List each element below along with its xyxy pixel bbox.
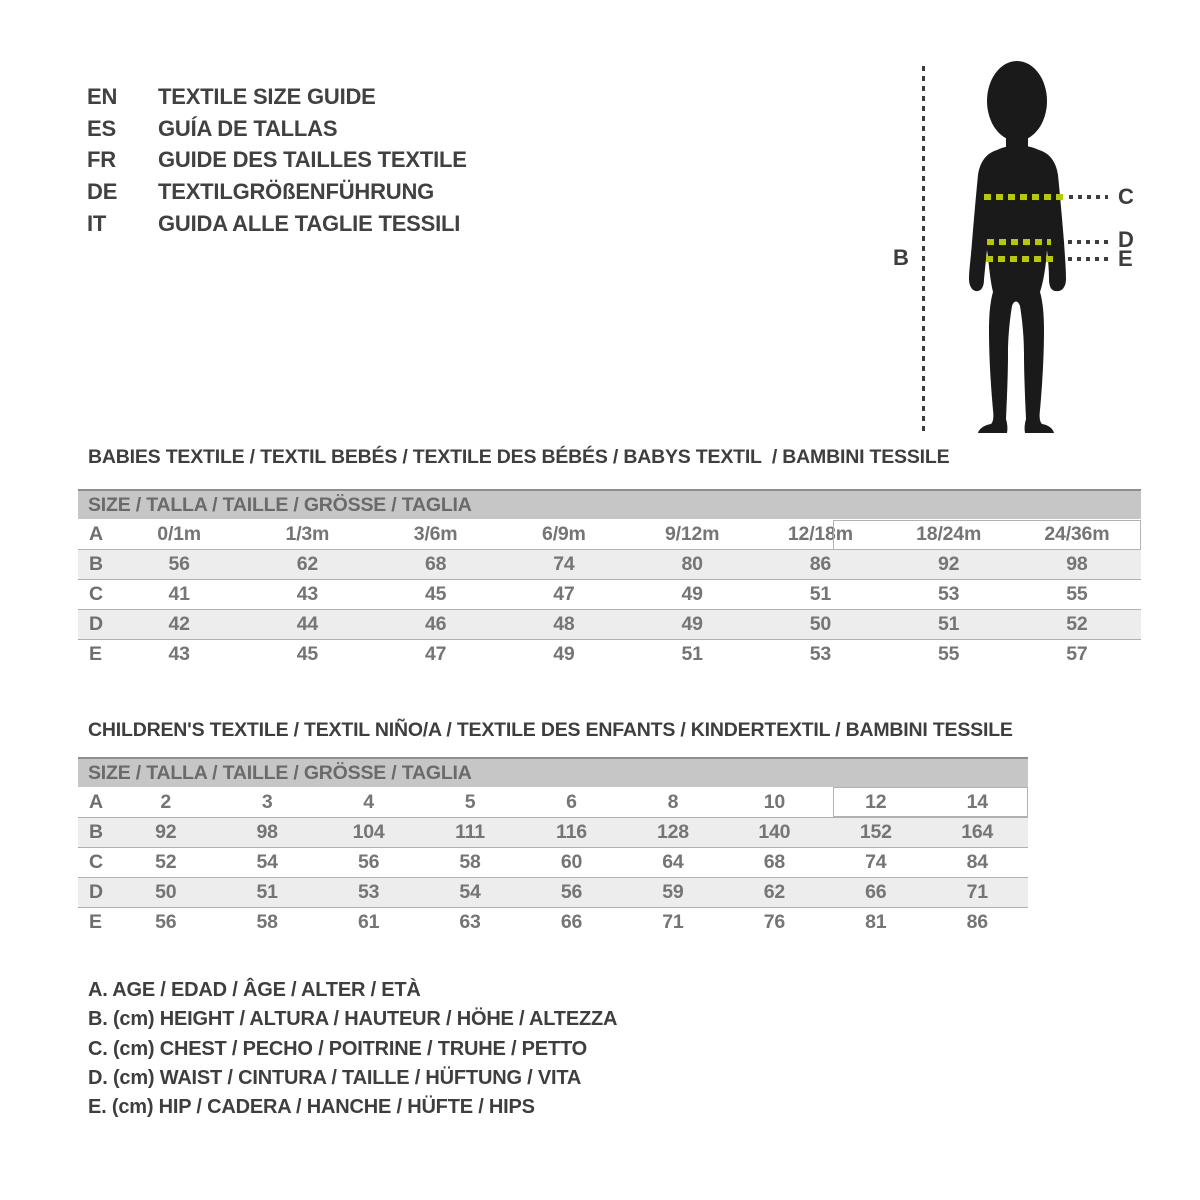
table-cell: 53 xyxy=(937,583,960,605)
table-row-c xyxy=(78,847,1028,877)
table-cell: 50 xyxy=(155,881,177,903)
hip-measure-dash-accent xyxy=(986,256,1053,262)
table-cell: 49 xyxy=(553,643,575,665)
table-cell: 44 xyxy=(296,613,319,635)
table-cell: 59 xyxy=(662,881,684,903)
chest-measure-dash-extension xyxy=(1069,195,1108,199)
table-row-e xyxy=(78,907,1028,937)
table-cell: 57 xyxy=(1066,643,1088,665)
row-label: E xyxy=(89,911,102,933)
table-cell: 51 xyxy=(937,613,960,635)
children-section-heading: CHILDREN'S TEXTILE / TEXTIL NIÑO/A / TEXTILE DES ENFANTS / KINDERTEXTIL / BAMBINI TESSILE xyxy=(88,719,1013,741)
table-cell: 68 xyxy=(424,553,447,575)
babies-highlight-box xyxy=(833,520,1141,550)
table-cell: 74 xyxy=(865,851,887,873)
waist-measure-dash-accent xyxy=(987,239,1051,245)
table-cell: 43 xyxy=(168,643,190,665)
hip-measure-dash-extension xyxy=(1068,257,1108,261)
legend-item: A. AGE / EDAD / ÂGE / ALTER / ETÀ xyxy=(88,979,421,1001)
table-cell: 71 xyxy=(662,911,684,933)
language-code: EN xyxy=(87,84,118,109)
language-code: ES xyxy=(87,115,116,141)
row-label: D xyxy=(89,613,103,635)
size-header-band: SIZE / TALLA / TAILLE / GRÖSSE / TAGLIA xyxy=(78,757,1028,787)
table-cell: 6 xyxy=(566,791,577,813)
table-cell: 74 xyxy=(553,553,575,575)
table-cell: 52 xyxy=(1066,613,1088,635)
table-cell: 14 xyxy=(966,791,988,813)
table-cell: 47 xyxy=(424,643,447,665)
row-label: B xyxy=(89,821,103,843)
table-cell: 45 xyxy=(424,583,447,605)
chest-label: C xyxy=(1118,184,1134,209)
language-row xyxy=(87,144,467,176)
table-cell: 6/9m xyxy=(542,523,586,545)
table-cell: 140 xyxy=(758,821,791,843)
waist-measure-dash-extension xyxy=(1068,240,1108,244)
table-cell: 80 xyxy=(681,553,703,575)
table-cell: 128 xyxy=(656,821,689,843)
table-cell: 98 xyxy=(256,821,278,843)
table-cell: 3 xyxy=(261,791,273,813)
legend-item: D. (cm) WAIST / CINTURA / TAILLE / HÜFTUNG / VITA xyxy=(88,1066,582,1089)
table-cell: 66 xyxy=(560,911,583,933)
table-cell: 58 xyxy=(459,851,481,873)
row-label: C xyxy=(89,851,103,873)
table-cell: 4 xyxy=(363,791,374,813)
table-row-e xyxy=(78,639,1141,669)
table-cell: 116 xyxy=(556,821,587,843)
table-cell: 0/1m xyxy=(157,523,201,545)
table-cell: 10 xyxy=(763,791,785,813)
legend-item: E. (cm) HIP / CADERA / HANCHE / HÜFTE / HIPS xyxy=(88,1096,535,1119)
row-label: A xyxy=(89,523,103,545)
table-cell: 56 xyxy=(168,553,190,575)
table-cell: 3/6m xyxy=(413,523,458,545)
table-cell: 76 xyxy=(763,911,785,933)
legend-item: B. (cm) HEIGHT / ALTURA / HAUTEUR / HÖHE / ALTEZZA xyxy=(88,1008,618,1031)
table-cell: 58 xyxy=(256,911,278,933)
table-cell: 51 xyxy=(681,643,703,665)
hip-label: E xyxy=(1118,246,1133,271)
row-label: C xyxy=(89,583,103,605)
table-cell: 41 xyxy=(168,583,190,605)
row-label: E xyxy=(89,643,102,665)
table-cell: 92 xyxy=(155,821,177,843)
row-label: D xyxy=(89,881,103,903)
row-label: A xyxy=(89,791,103,813)
table-cell: 56 xyxy=(560,881,583,903)
table-cell: 8 xyxy=(667,791,679,813)
table-cell: 55 xyxy=(937,643,960,665)
table-cell: 104 xyxy=(352,821,385,843)
table-row-d xyxy=(78,877,1028,907)
language-code: DE xyxy=(87,179,118,205)
table-row-c xyxy=(78,579,1141,609)
language-row xyxy=(87,176,467,208)
table-cell: 50 xyxy=(809,613,832,635)
children-size-table xyxy=(78,757,1028,937)
table-cell: 24/36m xyxy=(1044,523,1110,545)
table-cell: 64 xyxy=(662,851,684,873)
table-cell: 12 xyxy=(865,791,887,813)
language-title: TEXTILE SIZE GUIDE xyxy=(158,84,376,109)
language-row xyxy=(87,113,467,145)
table-cell: 12/18m xyxy=(787,523,853,545)
language-row xyxy=(87,208,467,240)
table-cell: 56 xyxy=(155,911,177,933)
table-cell: 152 xyxy=(859,821,892,843)
babies-size-table xyxy=(78,489,1141,669)
language-title: TEXTILGRÖßENFÜHRUNG xyxy=(158,179,435,205)
language-row xyxy=(87,81,467,113)
table-cell: 98 xyxy=(1066,553,1088,575)
row-label: B xyxy=(89,553,103,575)
table-cell: 9/12m xyxy=(664,523,720,545)
table-cell: 1/3m xyxy=(285,523,330,545)
table-cell: 54 xyxy=(459,881,481,903)
table-cell: 53 xyxy=(809,643,832,665)
language-code: IT xyxy=(87,210,107,236)
table-cell: 2 xyxy=(160,791,172,813)
language-title: GUIDA ALLE TAGLIE TESSILI xyxy=(158,210,461,236)
table-cell: 49 xyxy=(681,583,703,605)
language-title: GUIDE DES TAILLES TEXTILE xyxy=(158,147,467,173)
height-label: B xyxy=(893,245,909,270)
table-cell: 164 xyxy=(961,821,994,843)
babies-section-heading: BABIES TEXTILE / TEXTIL BEBÉS / TEXTILE DES BÉBÉS / BABYS TEXTIL / BAMBINI TESSILE xyxy=(88,446,950,468)
table-row-b xyxy=(78,549,1141,579)
size-header-band: SIZE / TALLA / TAILLE / GRÖSSE / TAGLIA xyxy=(78,489,1141,519)
table-cell: 45 xyxy=(296,643,319,665)
table-cell: 62 xyxy=(296,553,319,575)
table-cell: 43 xyxy=(296,583,319,605)
table-cell: 71 xyxy=(966,881,988,903)
table-cell: 63 xyxy=(459,911,481,933)
table-cell: 42 xyxy=(168,613,190,635)
table-cell: 60 xyxy=(560,851,583,873)
language-code: FR xyxy=(87,147,116,173)
table-cell: 46 xyxy=(424,613,447,635)
table-cell: 55 xyxy=(1066,583,1088,605)
table-cell: 52 xyxy=(155,851,177,873)
table-cell: 66 xyxy=(865,881,887,903)
table-cell: 5 xyxy=(464,791,476,813)
height-measure-dashed-line xyxy=(922,66,925,432)
table-cell: 81 xyxy=(865,911,887,933)
table-row-b xyxy=(78,817,1028,847)
table-cell: 111 xyxy=(455,821,485,843)
table-cell: 51 xyxy=(256,881,278,903)
child-silhouette xyxy=(963,58,1083,435)
children-highlight-box xyxy=(833,787,1028,817)
table-cell: 54 xyxy=(256,851,278,873)
table-cell: 86 xyxy=(966,911,988,933)
table-cell: 56 xyxy=(357,851,380,873)
waist-label: D xyxy=(1118,227,1134,252)
language-title-list xyxy=(87,81,467,239)
table-cell: 48 xyxy=(553,613,575,635)
table-cell: 61 xyxy=(357,911,380,933)
table-cell: 62 xyxy=(763,881,785,903)
table-row-d xyxy=(78,609,1141,639)
table-cell: 92 xyxy=(937,553,960,575)
table-cell: 86 xyxy=(809,553,832,575)
language-title: GUÍA DE TALLAS xyxy=(158,115,338,141)
chest-measure-dash-accent xyxy=(984,194,1063,200)
table-cell: 68 xyxy=(763,851,785,873)
table-cell: 53 xyxy=(357,881,380,903)
legend-item: C. (cm) CHEST / PECHO / POITRINE / TRUHE / PETTO xyxy=(88,1037,587,1060)
measurement-legend xyxy=(88,976,617,1122)
table-cell: 51 xyxy=(809,583,832,605)
table-cell: 18/24m xyxy=(916,523,982,545)
table-cell: 47 xyxy=(553,583,575,605)
table-cell: 84 xyxy=(966,851,988,873)
table-cell: 49 xyxy=(681,613,703,635)
